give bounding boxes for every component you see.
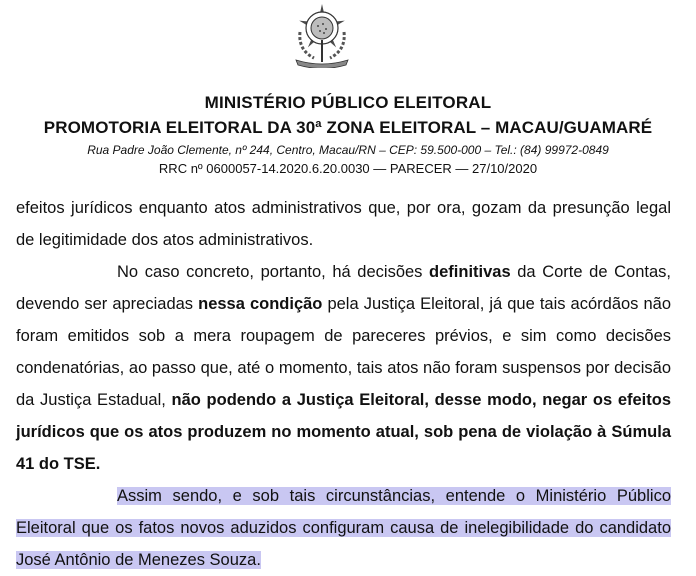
paragraph-3 <box>16 480 671 576</box>
bold-conclusion: não podendo a Justiça Eleitoral, desse modo, negar os efeitos jurídicos que os atos produzem no momento atual, sob pena de violação à Súmula 41 do TSE. <box>16 391 671 473</box>
document-body <box>16 192 671 576</box>
institution-title: MINISTÉRIO PÚBLICO ELEITORAL <box>204 93 492 112</box>
paragraph-2-text-3: pela Justiça Eleitoral, já que tais acórdãos não foram emitidos sob a mera roupagem de pareceres prévios, e sim como decisões condenatórias, ao passo que, até o momento, tais atos não foram suspensos por decisão da Justiça Estadual, <box>16 295 672 409</box>
case-reference: RRC nº 0600057-14.2020.6.20.0030 — PARECER — 27/10/2020 <box>158 161 538 176</box>
office-address: Rua Padre João Clemente, nº 244, Centro, Macau/RN – CEP: 59.500-000 – Tel.: (84) 99972-0849 <box>87 143 609 157</box>
bold-definitivas: definitivas <box>429 263 511 281</box>
bold-nessa-condicao: nessa condição <box>198 295 323 313</box>
paragraph-1: efeitos jurídicos enquanto atos administrativos que, por ora, gozam da presunção legal de legitimidade dos atos administrativos. <box>16 199 671 249</box>
paragraph-2-text-2: da Corte de Contas, devendo ser apreciadas <box>16 263 671 313</box>
office-title: PROMOTORIA ELEITORAL DA 30ª ZONA ELEITORAL – MACAU/GUAMARÉ <box>43 118 653 137</box>
brazil-coat-of-arms-icon <box>290 2 354 68</box>
paragraph-2 <box>16 256 671 480</box>
highlighted-text: Assim sendo, e sob tais circunstâncias, entende o Ministério Público Eleitoral que os fatos novos aduzidos configuram causa de inelegibilidade do candidato José Antônio de Menezes Souza. <box>16 487 671 569</box>
paragraph-2-text-1: No caso concreto, portanto, há decisões <box>117 263 430 281</box>
